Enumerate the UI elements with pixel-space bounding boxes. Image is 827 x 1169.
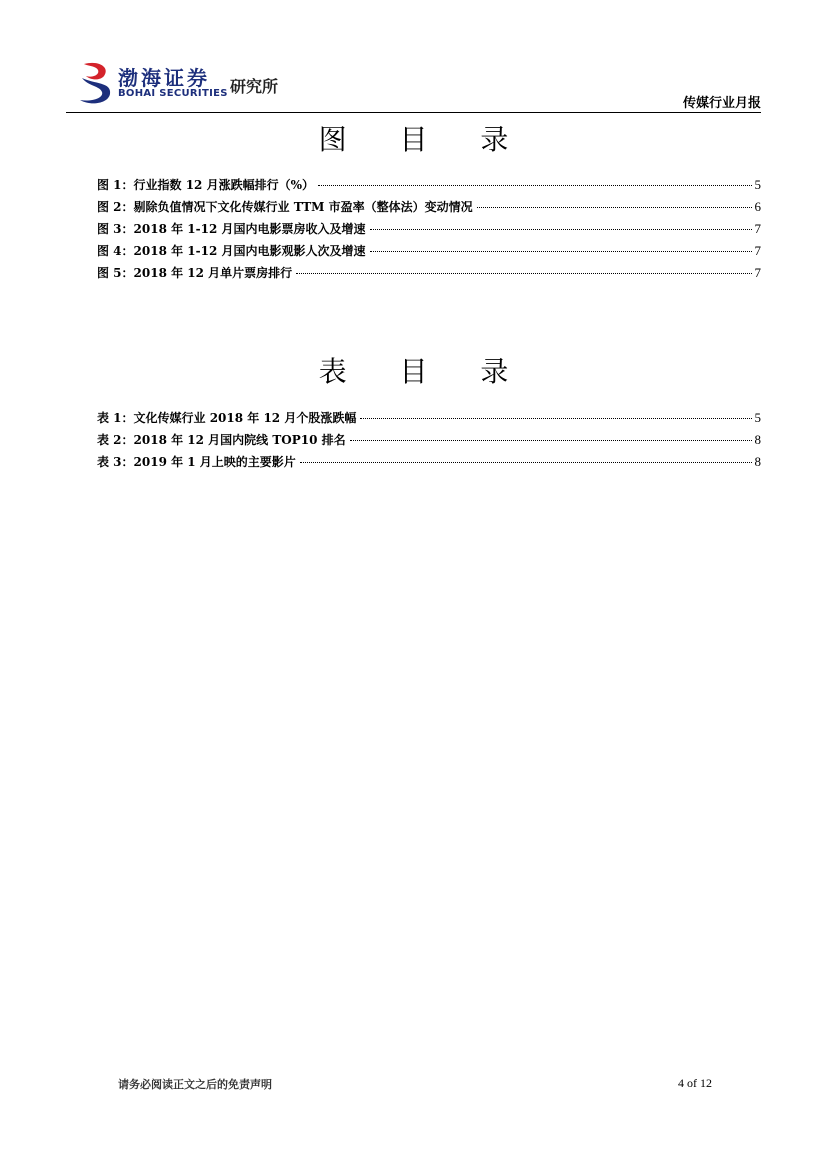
toc-entry-label: 图 2：剔除负值情况下文化传媒行业 TTM 市盈率（整体法）变动情况 (97, 200, 473, 214)
toc-dot-leader (300, 462, 752, 463)
toc-entry-label: 表 1：文化传媒行业 2018 年 12 月个股涨跌幅 (97, 411, 357, 425)
toc-entry-page: 5 (754, 177, 761, 192)
toc-entry-page: 8 (754, 454, 761, 469)
bohai-securities-logo (78, 60, 298, 106)
toc-entry-page: 7 (754, 265, 761, 280)
figures-toc-list (97, 176, 761, 286)
figures-toc-title: 图 目 录 (318, 123, 531, 156)
toc-entry-label: 图 1：行业指数 12 月涨跌幅排行（%） (97, 178, 314, 192)
logo-chinese-name: 渤海证券 (118, 66, 210, 90)
toc-entry-label: 图 3：2018 年 1-12 月国内电影票房收入及增速 (97, 222, 366, 236)
bohai-logo-icon (78, 60, 114, 106)
page-header (0, 0, 827, 120)
tables-toc-title: 表 目 录 (318, 355, 531, 388)
page-number: 4 of 12 (678, 1076, 712, 1090)
report-type: 传媒行业月报 (682, 96, 761, 111)
toc-entry-page: 7 (754, 221, 761, 236)
toc-entry-table-1[interactable] (97, 409, 761, 431)
header-divider (66, 112, 761, 113)
institute-label: 研究所 (230, 77, 279, 96)
logo-english-name: BOHAI SECURITIES (118, 88, 228, 99)
toc-entry-figure-2[interactable] (97, 198, 761, 220)
toc-dot-leader (370, 251, 752, 252)
toc-entry-page: 7 (754, 243, 761, 258)
toc-entry-figure-4[interactable] (97, 242, 761, 264)
toc-dot-leader (350, 440, 752, 441)
toc-entry-page: 6 (754, 199, 761, 214)
toc-entry-figure-1[interactable] (97, 176, 761, 198)
toc-dot-leader (318, 185, 752, 186)
toc-entry-table-3[interactable] (97, 453, 761, 475)
toc-entry-label: 图 4：2018 年 1-12 月国内电影观影人次及增速 (97, 244, 366, 258)
toc-entry-label: 表 2：2018 年 12 月国内院线 TOP10 排名 (97, 433, 346, 447)
toc-entry-figure-5[interactable] (97, 264, 761, 286)
toc-entry-table-2[interactable] (97, 431, 761, 453)
toc-entry-label: 表 3：2019 年 1 月上映的主要影片 (97, 455, 296, 469)
toc-dot-leader (296, 273, 751, 274)
toc-dot-leader (360, 418, 751, 419)
tables-toc-list (97, 409, 761, 475)
toc-entry-figure-3[interactable] (97, 220, 761, 242)
toc-entry-page: 5 (754, 410, 761, 425)
toc-dot-leader (477, 207, 752, 208)
toc-entry-page: 8 (754, 432, 761, 447)
toc-entry-label: 图 5：2018 年 12 月单片票房排行 (97, 266, 293, 280)
disclaimer-notice: 请务必阅读正文之后的免责声明 (118, 1078, 272, 1091)
toc-dot-leader (370, 229, 752, 230)
